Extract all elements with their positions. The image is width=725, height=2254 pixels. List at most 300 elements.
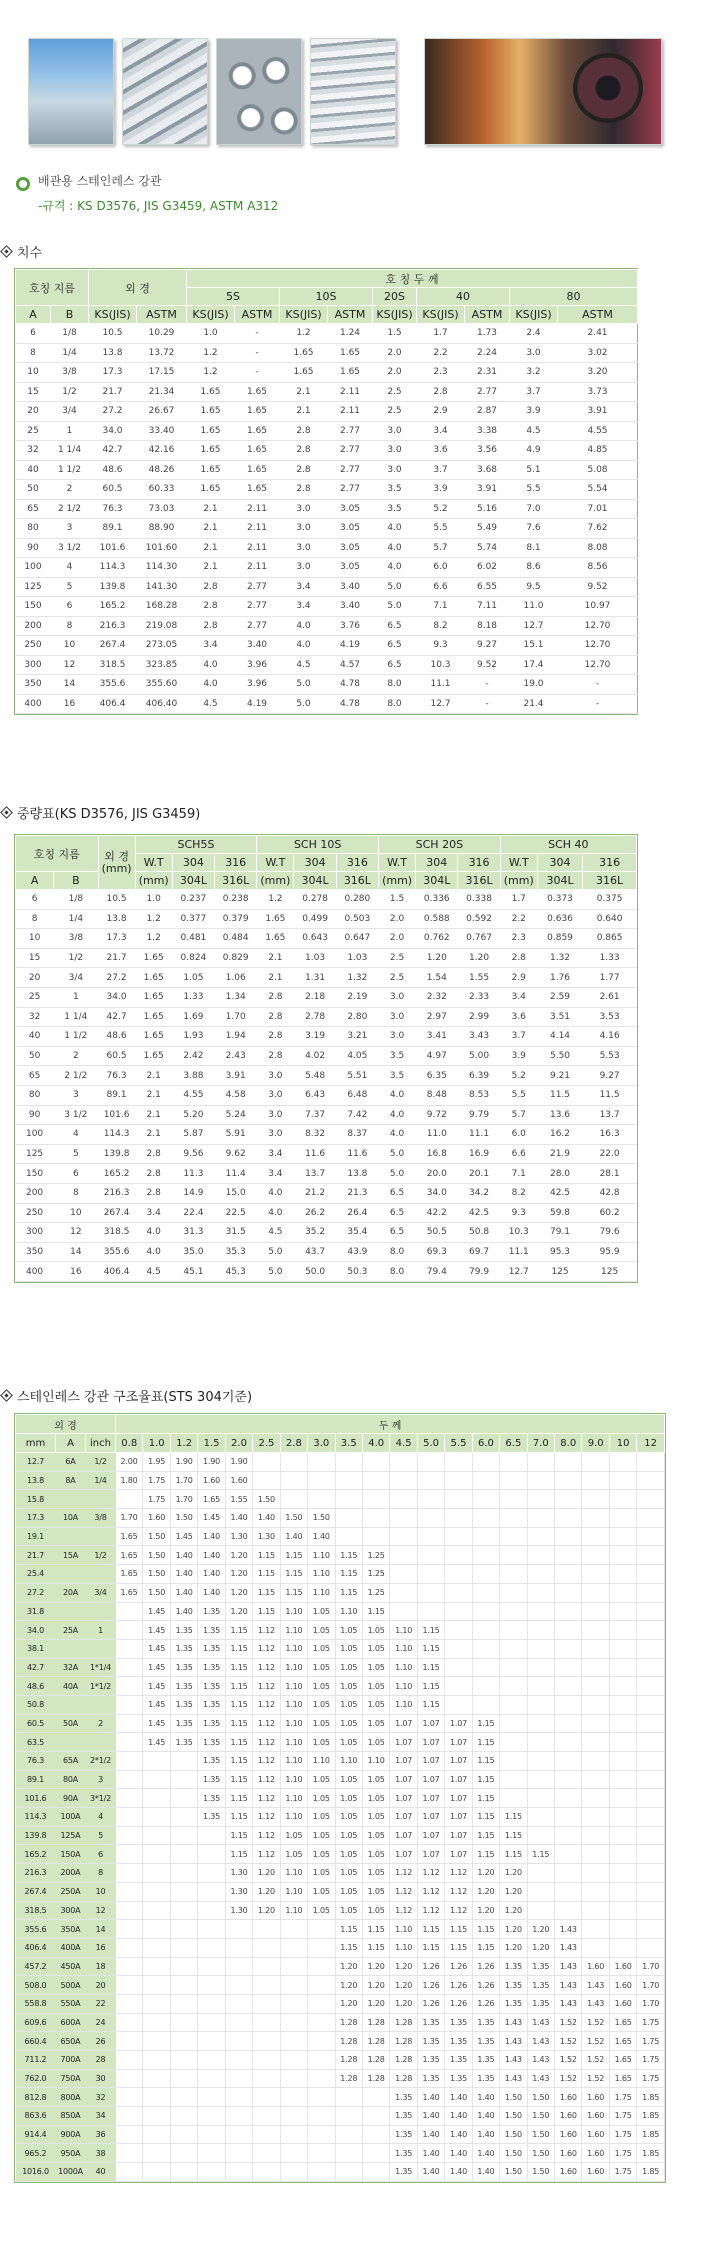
ratio-cell: 1.15 bbox=[500, 1845, 527, 1864]
ratio-cell: 1.52 bbox=[555, 2051, 582, 2070]
ratio-cell bbox=[362, 1509, 389, 1528]
cell-col-80-ks: 3.7 bbox=[510, 382, 558, 402]
ratio-cell bbox=[555, 1565, 582, 1584]
cell-a: 1000A bbox=[56, 2163, 86, 2182]
ratio-cell: 1.85 bbox=[637, 2107, 665, 2126]
ratio-cell bbox=[116, 1733, 143, 1752]
ratio-cell bbox=[555, 1527, 582, 1546]
ratio-cell: 1.35 bbox=[417, 2051, 444, 2070]
ratio-cell: 1.12 bbox=[390, 1882, 417, 1901]
cell-col-20s-ks: 2.5 bbox=[373, 382, 417, 402]
weight-cell: 0.379 bbox=[215, 909, 257, 929]
cell-col-10s-ks: 1.2 bbox=[280, 324, 328, 344]
weight-cell: 2.8 bbox=[135, 1144, 172, 1164]
cell-col-b: 1/8 bbox=[51, 324, 89, 344]
ratio-cell bbox=[609, 1901, 636, 1920]
ratio-cell: 1.10 bbox=[280, 1733, 307, 1752]
weight-cell: 8.32 bbox=[294, 1125, 336, 1145]
ratio-cell: 1.40 bbox=[445, 2163, 472, 2182]
ratio-cell: 1.40 bbox=[445, 2144, 472, 2163]
cell-col-b: 5 bbox=[51, 577, 89, 597]
ratio-cell: 1.12 bbox=[417, 1901, 444, 1920]
weight-cell: 4.0 bbox=[379, 1105, 416, 1125]
ratio-cell bbox=[116, 1490, 143, 1509]
ratio-cell: 1.40 bbox=[170, 1583, 197, 1602]
product-spec: -규격 : KS D3576, JIS G3459, ASTM A312 bbox=[38, 199, 279, 213]
cell-col-20s-ks: 3.0 bbox=[373, 441, 417, 461]
ratio-cell: 1.07 bbox=[390, 1845, 417, 1864]
ratio-cell bbox=[253, 1976, 280, 1995]
cell-inch: 28 bbox=[86, 2051, 116, 2070]
cell-col-5s-ks: 1.65 bbox=[187, 382, 235, 402]
weight-cell: 13.7 bbox=[294, 1164, 336, 1184]
header-316l: 316L bbox=[336, 872, 378, 890]
weight-cell: 1.2 bbox=[257, 890, 294, 910]
weight-cell: 216.3 bbox=[98, 1183, 135, 1203]
cell-col-5s-ks: 2.8 bbox=[187, 616, 235, 636]
header-thickness: 두 께 bbox=[116, 1415, 665, 1434]
weight-cell: 60.5 bbox=[98, 1046, 135, 1066]
ratio-cell bbox=[253, 2013, 280, 2032]
ratio-cell: 1.10 bbox=[280, 1639, 307, 1658]
cell-col-10s-astm: 4.78 bbox=[328, 694, 373, 714]
cell-col-od-ks: 139.8 bbox=[89, 577, 137, 597]
ratio-cell: 1.26 bbox=[417, 1976, 444, 1995]
ratio-cell: 1.07 bbox=[390, 1789, 417, 1808]
ratio-cell: 1.35 bbox=[472, 2013, 499, 2032]
cell-mm: 812.8 bbox=[16, 2088, 56, 2107]
table-row bbox=[16, 2051, 665, 2070]
weight-cell: 2.2 bbox=[500, 909, 537, 929]
ratio-cell: 1.25 bbox=[362, 1546, 389, 1565]
cell-col-40-ks: 11.1 bbox=[417, 675, 465, 695]
ratio-cell bbox=[500, 1695, 527, 1714]
ratio-cell bbox=[116, 1864, 143, 1883]
cell-col-10s-astm: 4.78 bbox=[328, 675, 373, 695]
ratio-cell bbox=[143, 1808, 170, 1827]
cell-col-80-ks: 7.0 bbox=[510, 499, 558, 519]
ratio-cell bbox=[335, 1453, 362, 1472]
header-a: A bbox=[56, 1434, 86, 1453]
ratio-cell: 1.15 bbox=[280, 1583, 307, 1602]
header-thickness-value: 1.5 bbox=[198, 1434, 225, 1453]
cell-col-40-astm: 3.56 bbox=[465, 441, 510, 461]
ratio-cell bbox=[198, 2013, 225, 2032]
ratio-cell: 1.35 bbox=[527, 1957, 554, 1976]
cell-col-80-astm: 3.02 bbox=[558, 343, 638, 363]
ratio-cell: 1.12 bbox=[253, 1695, 280, 1714]
weight-cell: 6.35 bbox=[416, 1066, 458, 1086]
ratio-cell bbox=[472, 1527, 499, 1546]
ratio-cell bbox=[116, 2163, 143, 2182]
ratio-cell: 1.55 bbox=[225, 1490, 252, 1509]
header-nominal: 호칭 지름 bbox=[16, 270, 89, 306]
weight-cell: 350 bbox=[16, 1242, 54, 1262]
cell-inch: 3/8 bbox=[86, 1509, 116, 1528]
ratio-cell: 1.43 bbox=[500, 2051, 527, 2070]
ratio-cell: 1.35 bbox=[417, 2013, 444, 2032]
ratio-cell: 1.35 bbox=[445, 2013, 472, 2032]
ratio-cell: 1.35 bbox=[170, 1639, 197, 1658]
ratio-cell: 1.28 bbox=[362, 2013, 389, 2032]
ratio-cell: 1.10 bbox=[390, 1920, 417, 1939]
ratio-cell: 1.35 bbox=[170, 1714, 197, 1733]
ratio-cell bbox=[116, 1808, 143, 1827]
cell-col-a: 15 bbox=[16, 382, 51, 402]
weight-cell: 1.20 bbox=[416, 948, 458, 968]
weight-cell: 3.4 bbox=[500, 987, 537, 1007]
cell-col-10s-astm: 1.65 bbox=[328, 343, 373, 363]
ratio-cell: 1.35 bbox=[198, 1658, 225, 1677]
weight-cell: 0.767 bbox=[458, 929, 500, 949]
table-row bbox=[16, 2069, 665, 2088]
weight-cell: 6.0 bbox=[500, 1125, 537, 1145]
cell-col-10s-astm: 3.76 bbox=[328, 616, 373, 636]
weight-cell: 45.3 bbox=[215, 1262, 257, 1282]
cell-col-80-astm: 5.54 bbox=[558, 480, 638, 500]
cell-col-80-astm: 8.08 bbox=[558, 538, 638, 558]
weight-cell: 4.55 bbox=[172, 1085, 214, 1105]
ratio-cell: 1.50 bbox=[527, 2088, 554, 2107]
weight-cell: 355.6 bbox=[98, 1242, 135, 1262]
table-row bbox=[16, 1262, 637, 1282]
ratio-cell: 1.60 bbox=[582, 2107, 609, 2126]
weight-cell: 1.5 bbox=[379, 890, 416, 910]
cell-col-10s-astm: 2.77 bbox=[328, 480, 373, 500]
weight-cell: 0.762 bbox=[416, 929, 458, 949]
cell-a: 15A bbox=[56, 1546, 86, 1565]
weight-cell: 1.69 bbox=[172, 1007, 214, 1027]
table-row bbox=[16, 519, 638, 539]
cell-col-5s-ks: 1.2 bbox=[187, 343, 235, 363]
weight-cell: 3.53 bbox=[583, 1007, 637, 1027]
ratio-cell bbox=[609, 1938, 636, 1957]
ratio-cell: 1.28 bbox=[390, 2013, 417, 2032]
ratio-cell: 1.07 bbox=[417, 1733, 444, 1752]
cell-col-od-ks: 165.2 bbox=[89, 597, 137, 617]
cell-col-40-astm: 2.24 bbox=[465, 343, 510, 363]
cell-col-40-astm: 1.73 bbox=[465, 324, 510, 344]
weight-cell: 2.8 bbox=[257, 987, 294, 1007]
ratio-cell bbox=[143, 2051, 170, 2070]
cell-col-a: 300 bbox=[16, 655, 51, 675]
ratio-cell bbox=[225, 1920, 252, 1939]
weight-cell: 0.336 bbox=[416, 890, 458, 910]
weight-cell: 43.9 bbox=[336, 1242, 378, 1262]
ratio-cell: 1.12 bbox=[253, 1789, 280, 1808]
weight-cell: 125 bbox=[537, 1262, 582, 1282]
ratio-cell bbox=[253, 2069, 280, 2088]
cell-col-od-ks: 318.5 bbox=[89, 655, 137, 675]
ratio-cell: 1.45 bbox=[143, 1621, 170, 1640]
cell-col-80-astm: 4.55 bbox=[558, 421, 638, 441]
cell-mm: 457.2 bbox=[16, 1957, 56, 1976]
weight-cell: 1.70 bbox=[215, 1007, 257, 1027]
ratio-cell: 1.28 bbox=[335, 2032, 362, 2051]
ratio-cell bbox=[143, 1920, 170, 1939]
diamond-bullet-icon bbox=[0, 806, 13, 819]
ratio-cell: 1.50 bbox=[253, 1490, 280, 1509]
weight-cell: 80 bbox=[16, 1085, 54, 1105]
ratio-cell: 1.85 bbox=[637, 2163, 665, 2182]
ratio-cell: 1.35 bbox=[198, 1752, 225, 1771]
ratio-cell: 1.10 bbox=[308, 1565, 335, 1584]
ratio-cell bbox=[527, 1527, 554, 1546]
weight-cell: 40 bbox=[16, 1027, 54, 1047]
ratio-cell: 1.05 bbox=[335, 1789, 362, 1808]
cell-col-5s-ks: 2.8 bbox=[187, 597, 235, 617]
weight-cell: 0.484 bbox=[215, 929, 257, 949]
cell-col-a: 125 bbox=[16, 577, 51, 597]
cell-mm: 50.8 bbox=[16, 1695, 56, 1714]
weight-cell: 1.93 bbox=[172, 1027, 214, 1047]
ratio-cell bbox=[527, 1583, 554, 1602]
cell-col-od-astm: 323.85 bbox=[137, 655, 187, 675]
weight-cell: 3 bbox=[54, 1085, 98, 1105]
weight-cell: 34.0 bbox=[416, 1183, 458, 1203]
ratio-cell: 1.20 bbox=[500, 1901, 527, 1920]
weight-cell: 35.0 bbox=[172, 1242, 214, 1262]
weight-cell: 50.0 bbox=[294, 1262, 336, 1282]
ratio-cell: 1.40 bbox=[170, 1602, 197, 1621]
ratio-cell: 1.50 bbox=[500, 2125, 527, 2144]
table-row bbox=[16, 1639, 665, 1658]
ratio-cell: 1.20 bbox=[335, 1957, 362, 1976]
ratio-cell: 1.05 bbox=[308, 1826, 335, 1845]
ratio-cell: 1.25 bbox=[362, 1565, 389, 1584]
ratio-cell: 1.43 bbox=[555, 1920, 582, 1939]
cell-col-a: 350 bbox=[16, 675, 51, 695]
weight-cell: 5.00 bbox=[458, 1046, 500, 1066]
ratio-cell bbox=[170, 1920, 197, 1939]
cell-col-40-ks: 6.6 bbox=[417, 577, 465, 597]
ratio-cell: 1.60 bbox=[582, 1957, 609, 1976]
cell-col-od-ks: 101.6 bbox=[89, 538, 137, 558]
header-thickness: 호 칭 두 께 bbox=[187, 270, 638, 288]
weight-cell: 1.65 bbox=[135, 987, 172, 1007]
weight-cell: 13.6 bbox=[537, 1105, 582, 1125]
weight-cell: 2.1 bbox=[257, 968, 294, 988]
ratio-cell bbox=[362, 2125, 389, 2144]
ratio-cell bbox=[253, 1994, 280, 2013]
cell-col-5s-ks: 3.4 bbox=[187, 636, 235, 656]
ratio-cell bbox=[472, 1471, 499, 1490]
weight-cell: 125 bbox=[583, 1262, 637, 1282]
ratio-cell bbox=[609, 1602, 636, 1621]
ratio-cell bbox=[143, 1845, 170, 1864]
ratio-cell: 1.40 bbox=[472, 2107, 499, 2126]
cell-col-10s-astm: 1.24 bbox=[328, 324, 373, 344]
ratio-cell bbox=[198, 1920, 225, 1939]
cell-col-od-astm: 60.33 bbox=[137, 480, 187, 500]
ratio-cell: 1.05 bbox=[335, 1639, 362, 1658]
ratio-cell bbox=[582, 1509, 609, 1528]
cell-inch bbox=[86, 1639, 116, 1658]
weight-cell: 0.636 bbox=[537, 909, 582, 929]
weight-cell: 3.4 bbox=[257, 1164, 294, 1184]
ratio-cell bbox=[143, 2032, 170, 2051]
ratio-cell: 1.07 bbox=[417, 1752, 444, 1771]
ratio-cell bbox=[253, 1957, 280, 1976]
weight-cell: 0.829 bbox=[215, 948, 257, 968]
ratio-cell bbox=[555, 1639, 582, 1658]
weight-cell: 79.9 bbox=[458, 1262, 500, 1282]
dimension-table bbox=[14, 268, 638, 715]
cell-mm: 27.2 bbox=[16, 1583, 56, 1602]
table-row bbox=[16, 363, 638, 383]
ratio-cell bbox=[445, 1695, 472, 1714]
ratio-cell: 1.35 bbox=[170, 1695, 197, 1714]
header-thickness-value: 10 bbox=[609, 1434, 636, 1453]
ratio-cell: 1.20 bbox=[335, 1976, 362, 1995]
ratio-cell: 1.10 bbox=[280, 1602, 307, 1621]
cell-col-a: 10 bbox=[16, 363, 51, 383]
table-row bbox=[16, 1714, 665, 1733]
ratio-cell bbox=[308, 1920, 335, 1939]
cell-a: 250A bbox=[56, 1882, 86, 1901]
ratio-cell: 1.35 bbox=[390, 2144, 417, 2163]
ratio-cell bbox=[116, 1770, 143, 1789]
bullet-circle-icon bbox=[16, 177, 30, 191]
pipe-bundle-photo bbox=[310, 38, 396, 145]
ratio-cell bbox=[280, 2163, 307, 2182]
ratio-cell bbox=[170, 2069, 197, 2088]
ratio-cell: 1.85 bbox=[637, 2088, 665, 2107]
cell-col-40-ks: 2.8 bbox=[417, 382, 465, 402]
cell-col-od-ks: 27.2 bbox=[89, 402, 137, 422]
cell-col-a: 80 bbox=[16, 519, 51, 539]
weight-cell: 6 bbox=[16, 890, 54, 910]
cell-a: 40A bbox=[56, 1677, 86, 1696]
weight-cell: 1 bbox=[54, 987, 98, 1007]
ratio-cell: 1.15 bbox=[225, 1789, 252, 1808]
ratio-cell bbox=[637, 1658, 665, 1677]
weight-cell: 5 bbox=[54, 1144, 98, 1164]
cell-a: 350A bbox=[56, 1920, 86, 1939]
ratio-cell bbox=[582, 1453, 609, 1472]
weight-cell: 267.4 bbox=[98, 1203, 135, 1223]
ratio-cell: 1.60 bbox=[143, 1509, 170, 1528]
ratio-cell: 1.75 bbox=[609, 2144, 636, 2163]
ratio-cell: 1.26 bbox=[472, 1957, 499, 1976]
cell-col-40-ks: 2.2 bbox=[417, 343, 465, 363]
ratio-cell bbox=[527, 1546, 554, 1565]
ratio-cell: 1.43 bbox=[527, 2013, 554, 2032]
ratio-cell bbox=[116, 2088, 143, 2107]
ratio-cell bbox=[253, 2107, 280, 2126]
ratio-cell: 1.05 bbox=[362, 1770, 389, 1789]
cell-col-20s-ks: 6.5 bbox=[373, 655, 417, 675]
header-a: A bbox=[16, 872, 54, 890]
ratio-cell bbox=[555, 1621, 582, 1640]
ratio-cell bbox=[637, 1509, 665, 1528]
weight-cell: 3.91 bbox=[215, 1066, 257, 1086]
ratio-cell: 1.10 bbox=[362, 1752, 389, 1771]
table-row bbox=[16, 1845, 665, 1864]
ratio-cell: 1.15 bbox=[417, 1658, 444, 1677]
ratio-cell bbox=[445, 1583, 472, 1602]
ratio-cell bbox=[143, 1789, 170, 1808]
ratio-cell: 1.05 bbox=[308, 1621, 335, 1640]
ratio-cell bbox=[253, 2144, 280, 2163]
ratio-cell bbox=[170, 2144, 197, 2163]
table-row bbox=[16, 499, 638, 519]
weight-cell: 11.6 bbox=[336, 1144, 378, 1164]
weight-cell: 4.0 bbox=[135, 1242, 172, 1262]
ratio-cell: 1.70 bbox=[637, 1957, 665, 1976]
table-row bbox=[16, 1621, 665, 1640]
weight-cell: 1.65 bbox=[257, 909, 294, 929]
weight-cell: 2.1 bbox=[135, 1105, 172, 1125]
weight-cell: 2.8 bbox=[135, 1164, 172, 1184]
cell-col-40-astm: 6.55 bbox=[465, 577, 510, 597]
weight-cell: 7.1 bbox=[500, 1164, 537, 1184]
ratio-cell: 1.15 bbox=[417, 1639, 444, 1658]
weight-cell: 150 bbox=[16, 1164, 54, 1184]
ratio-cell bbox=[472, 1583, 499, 1602]
weight-cell: 1.0 bbox=[135, 890, 172, 910]
ratio-cell: 1.07 bbox=[417, 1770, 444, 1789]
weight-cell: 3.0 bbox=[379, 1007, 416, 1027]
cell-col-od-astm: 355.60 bbox=[137, 675, 187, 695]
cell-col-b: 2 bbox=[51, 480, 89, 500]
ratio-cell bbox=[417, 1565, 444, 1584]
ratio-cell bbox=[280, 2051, 307, 2070]
ratio-cell: 1.20 bbox=[253, 1882, 280, 1901]
weight-cell: 0.373 bbox=[537, 890, 582, 910]
header-thickness-value: 3.5 bbox=[335, 1434, 362, 1453]
weight-cell: 31.5 bbox=[215, 1223, 257, 1243]
cell-col-20s-ks: 4.0 bbox=[373, 538, 417, 558]
cell-col-od-astm: 17.15 bbox=[137, 363, 187, 383]
cell-col-40-astm: 9.27 bbox=[465, 636, 510, 656]
weight-cell: 165.2 bbox=[98, 1164, 135, 1184]
ratio-cell bbox=[609, 1490, 636, 1509]
ratio-cell: 1.60 bbox=[609, 1994, 636, 2013]
ratio-cell: 1.30 bbox=[253, 1527, 280, 1546]
cell-col-od-astm: 26.67 bbox=[137, 402, 187, 422]
ratio-cell bbox=[390, 1583, 417, 1602]
ratio-cell: 1.26 bbox=[445, 1976, 472, 1995]
table-row bbox=[16, 1602, 665, 1621]
ratio-cell bbox=[445, 1565, 472, 1584]
weight-cell: 2.42 bbox=[172, 1046, 214, 1066]
cell-col-od-ks: 89.1 bbox=[89, 519, 137, 539]
ratio-cell: 1.15 bbox=[472, 1826, 499, 1845]
weight-cell: 5.48 bbox=[294, 1066, 336, 1086]
ratio-cell: 1.15 bbox=[225, 1658, 252, 1677]
cell-col-od-ks: 406.4 bbox=[89, 694, 137, 714]
ratio-cell: 1.60 bbox=[582, 2144, 609, 2163]
ratio-cell bbox=[609, 1920, 636, 1939]
ratio-cell bbox=[555, 1789, 582, 1808]
weight-cell: 11.6 bbox=[294, 1144, 336, 1164]
ratio-cell bbox=[527, 1658, 554, 1677]
weight-cell: 16 bbox=[54, 1262, 98, 1282]
weight-cell: 16.9 bbox=[458, 1144, 500, 1164]
ratio-cell bbox=[472, 1658, 499, 1677]
ratio-cell: 1.50 bbox=[500, 2163, 527, 2182]
ratio-cell: 1.15 bbox=[472, 1845, 499, 1864]
ratio-cell: 1.07 bbox=[445, 1714, 472, 1733]
weight-cell: 43.7 bbox=[294, 1242, 336, 1262]
cell-col-od-astm: 21.34 bbox=[137, 382, 187, 402]
cell-inch: 38 bbox=[86, 2144, 116, 2163]
cell-inch: 30 bbox=[86, 2069, 116, 2088]
ratio-cell bbox=[198, 1845, 225, 1864]
ratio-cell: 1.15 bbox=[472, 1733, 499, 1752]
weight-cell: 2 bbox=[54, 1046, 98, 1066]
